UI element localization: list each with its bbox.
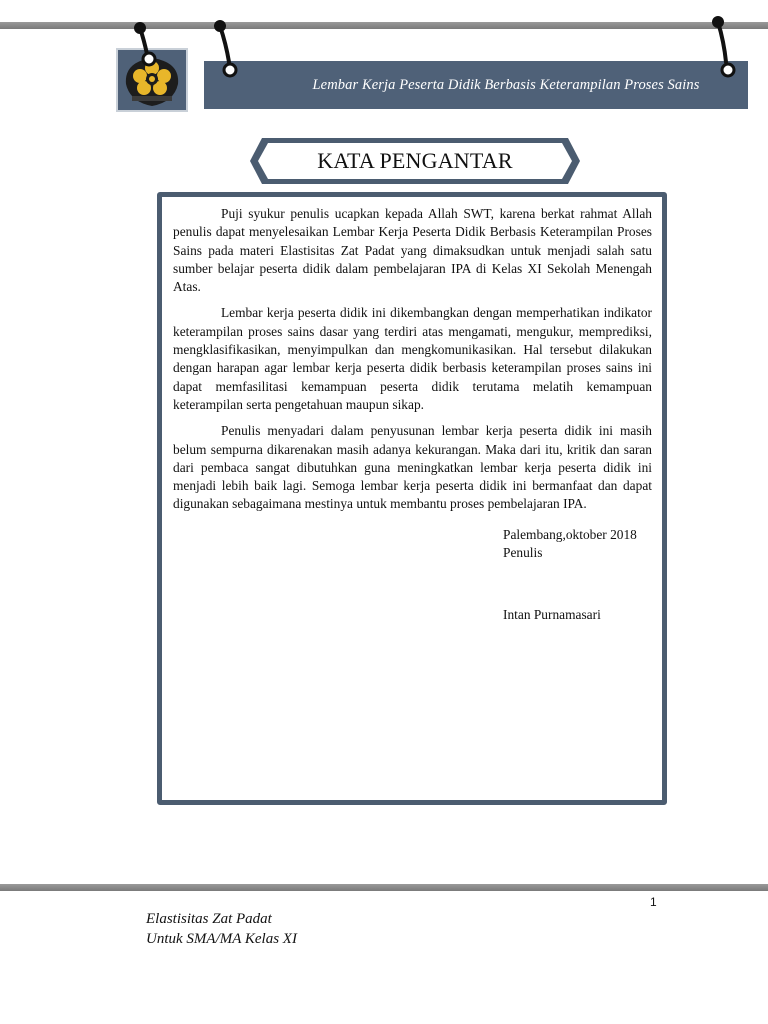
header-title: Lembar Kerja Peserta Didik Berbasis Keterampilan Proses Sains: [312, 76, 700, 93]
university-crest-icon: [118, 50, 186, 110]
paragraph-3: Penulis menyadari dalam penyusunan lembar kerja peserta didik ini masih belum sempurna dikarenakan masih adanya kekurangan. Maka dari itu, kritik dan saran dari pembaca sangat dibutuhkan guna meningkatkan lembar kerja peserta didik ini menjadi lebih baik lagi. Semoga lembar kerja peserta didik ini bermanfaat dan dapat digunakan sebagaimana mestinya untuk membantu proses pembelajaran IPA.: [173, 423, 652, 512]
author-role: Penulis: [503, 545, 543, 561]
place-date: Palembang,oktober 2018: [503, 526, 637, 542]
section-title: KATA PENGANTAR: [317, 148, 513, 173]
author-name: Intan Purnamasari: [503, 607, 601, 623]
top-rule: [0, 22, 768, 29]
header-banner: [204, 61, 748, 109]
page-number: 1: [650, 895, 657, 909]
footer: [146, 909, 297, 949]
content-frame: [157, 192, 667, 805]
logo-box: [116, 48, 188, 112]
footer-audience: Untuk SMA/MA Kelas XI: [146, 931, 297, 947]
paragraph-1: Puji syukur penulis ucapkan kepada Allah SWT, karena berkat rahmat Allah penulis dapat menyelesaikan Lembar Kerja Peserta Didik Berbasis Keterampilan Proses Sains pada materi Elastisitas Zat Padat yang dimaksudkan untuk menjadi salah satu sumber belajar peserta didik dalam pembelajaran IPA di Kelas XI Sekolah Menengah Atas.: [173, 206, 652, 295]
paragraph-2: Lembar kerja peserta didik ini dikembangkan dengan memperhatikan indikator keterampilan proses sains dasar yang terdiri atas mengamati, mengukur, memprediksi, mengklasifikasikan, menyimpulkan dan mengkomunikasikan. Hal tersebut dilakukan dengan harapan agar lembar kerja peserta didik berbasis keterampilan proses sains ini dapat memfasilitasi kemampuan peserta didik terutama melatih kemampuan keterampilan serta pengetahuan maupun sikap.: [173, 305, 652, 412]
bottom-rule: [0, 884, 768, 891]
section-title-badge: [248, 136, 582, 186]
signature-block: [503, 526, 652, 625]
footer-subject: Elastisitas Zat Padat: [146, 911, 272, 927]
